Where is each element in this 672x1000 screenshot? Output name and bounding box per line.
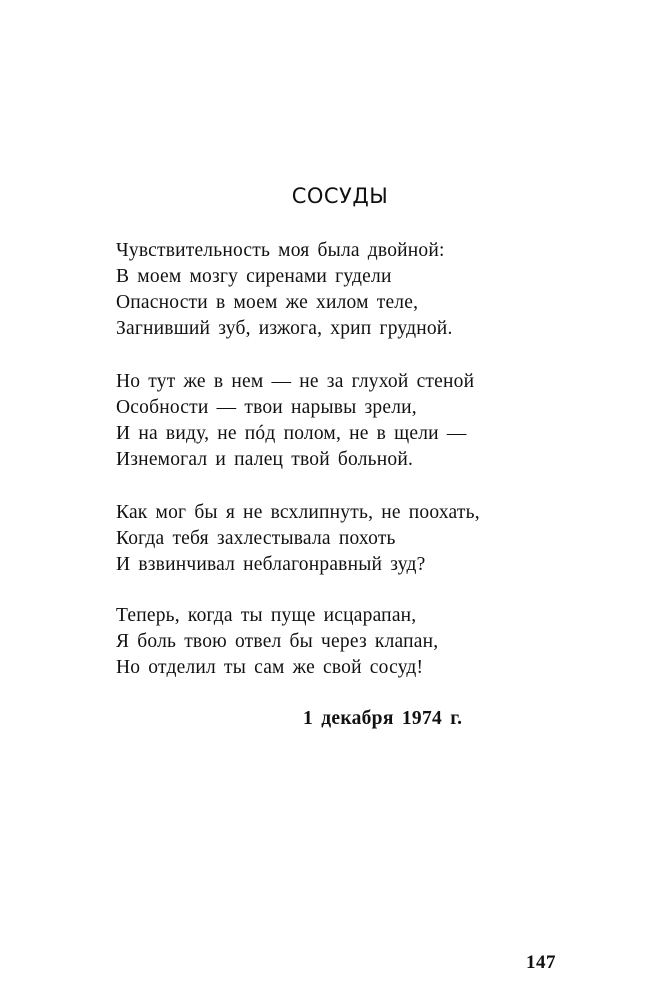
poem-line: Опасности в моем же хилом теле, <box>116 292 419 313</box>
poem-line: Я боль твою отвел бы через клапан, <box>116 631 439 652</box>
poem-date: 1 декабря 1974 г. <box>303 708 463 729</box>
poem-line: Загнивший зуб, изжога, хрип грудной. <box>116 318 453 339</box>
page-number: 147 <box>526 952 556 973</box>
poem-line: И взвинчивал неблагонравный зуд? <box>116 554 426 575</box>
poem-line: Но отделил ты сам же свой сосуд! <box>116 657 424 678</box>
poem-line: Как мог бы я не всхлипнуть, не поохать, <box>116 502 480 523</box>
stanza-3 <box>116 500 536 578</box>
poem-line: В моем мозгу сиренами гудели <box>116 266 392 287</box>
poem-line: Изнемогал и палец твой больной. <box>116 449 414 470</box>
stanza-1 <box>116 238 536 342</box>
stanza-4 <box>116 603 536 681</box>
poem-line: Теперь, когда ты пуще исцарапан, <box>116 605 417 626</box>
poem-title: СОСУДЫ <box>291 184 389 208</box>
poem-line: Особности — твои нарывы зрели, <box>116 397 417 418</box>
poem-line: Но тут же в нем — не за глухой стеной <box>116 371 475 392</box>
poem-line: Чувствительность моя была двойной: <box>116 240 445 261</box>
poem-line: И на виду, не пóд полом, не в щели — <box>116 423 467 444</box>
poem-line: Когда тебя захлестывала похоть <box>116 528 396 549</box>
stanza-2 <box>116 369 536 473</box>
